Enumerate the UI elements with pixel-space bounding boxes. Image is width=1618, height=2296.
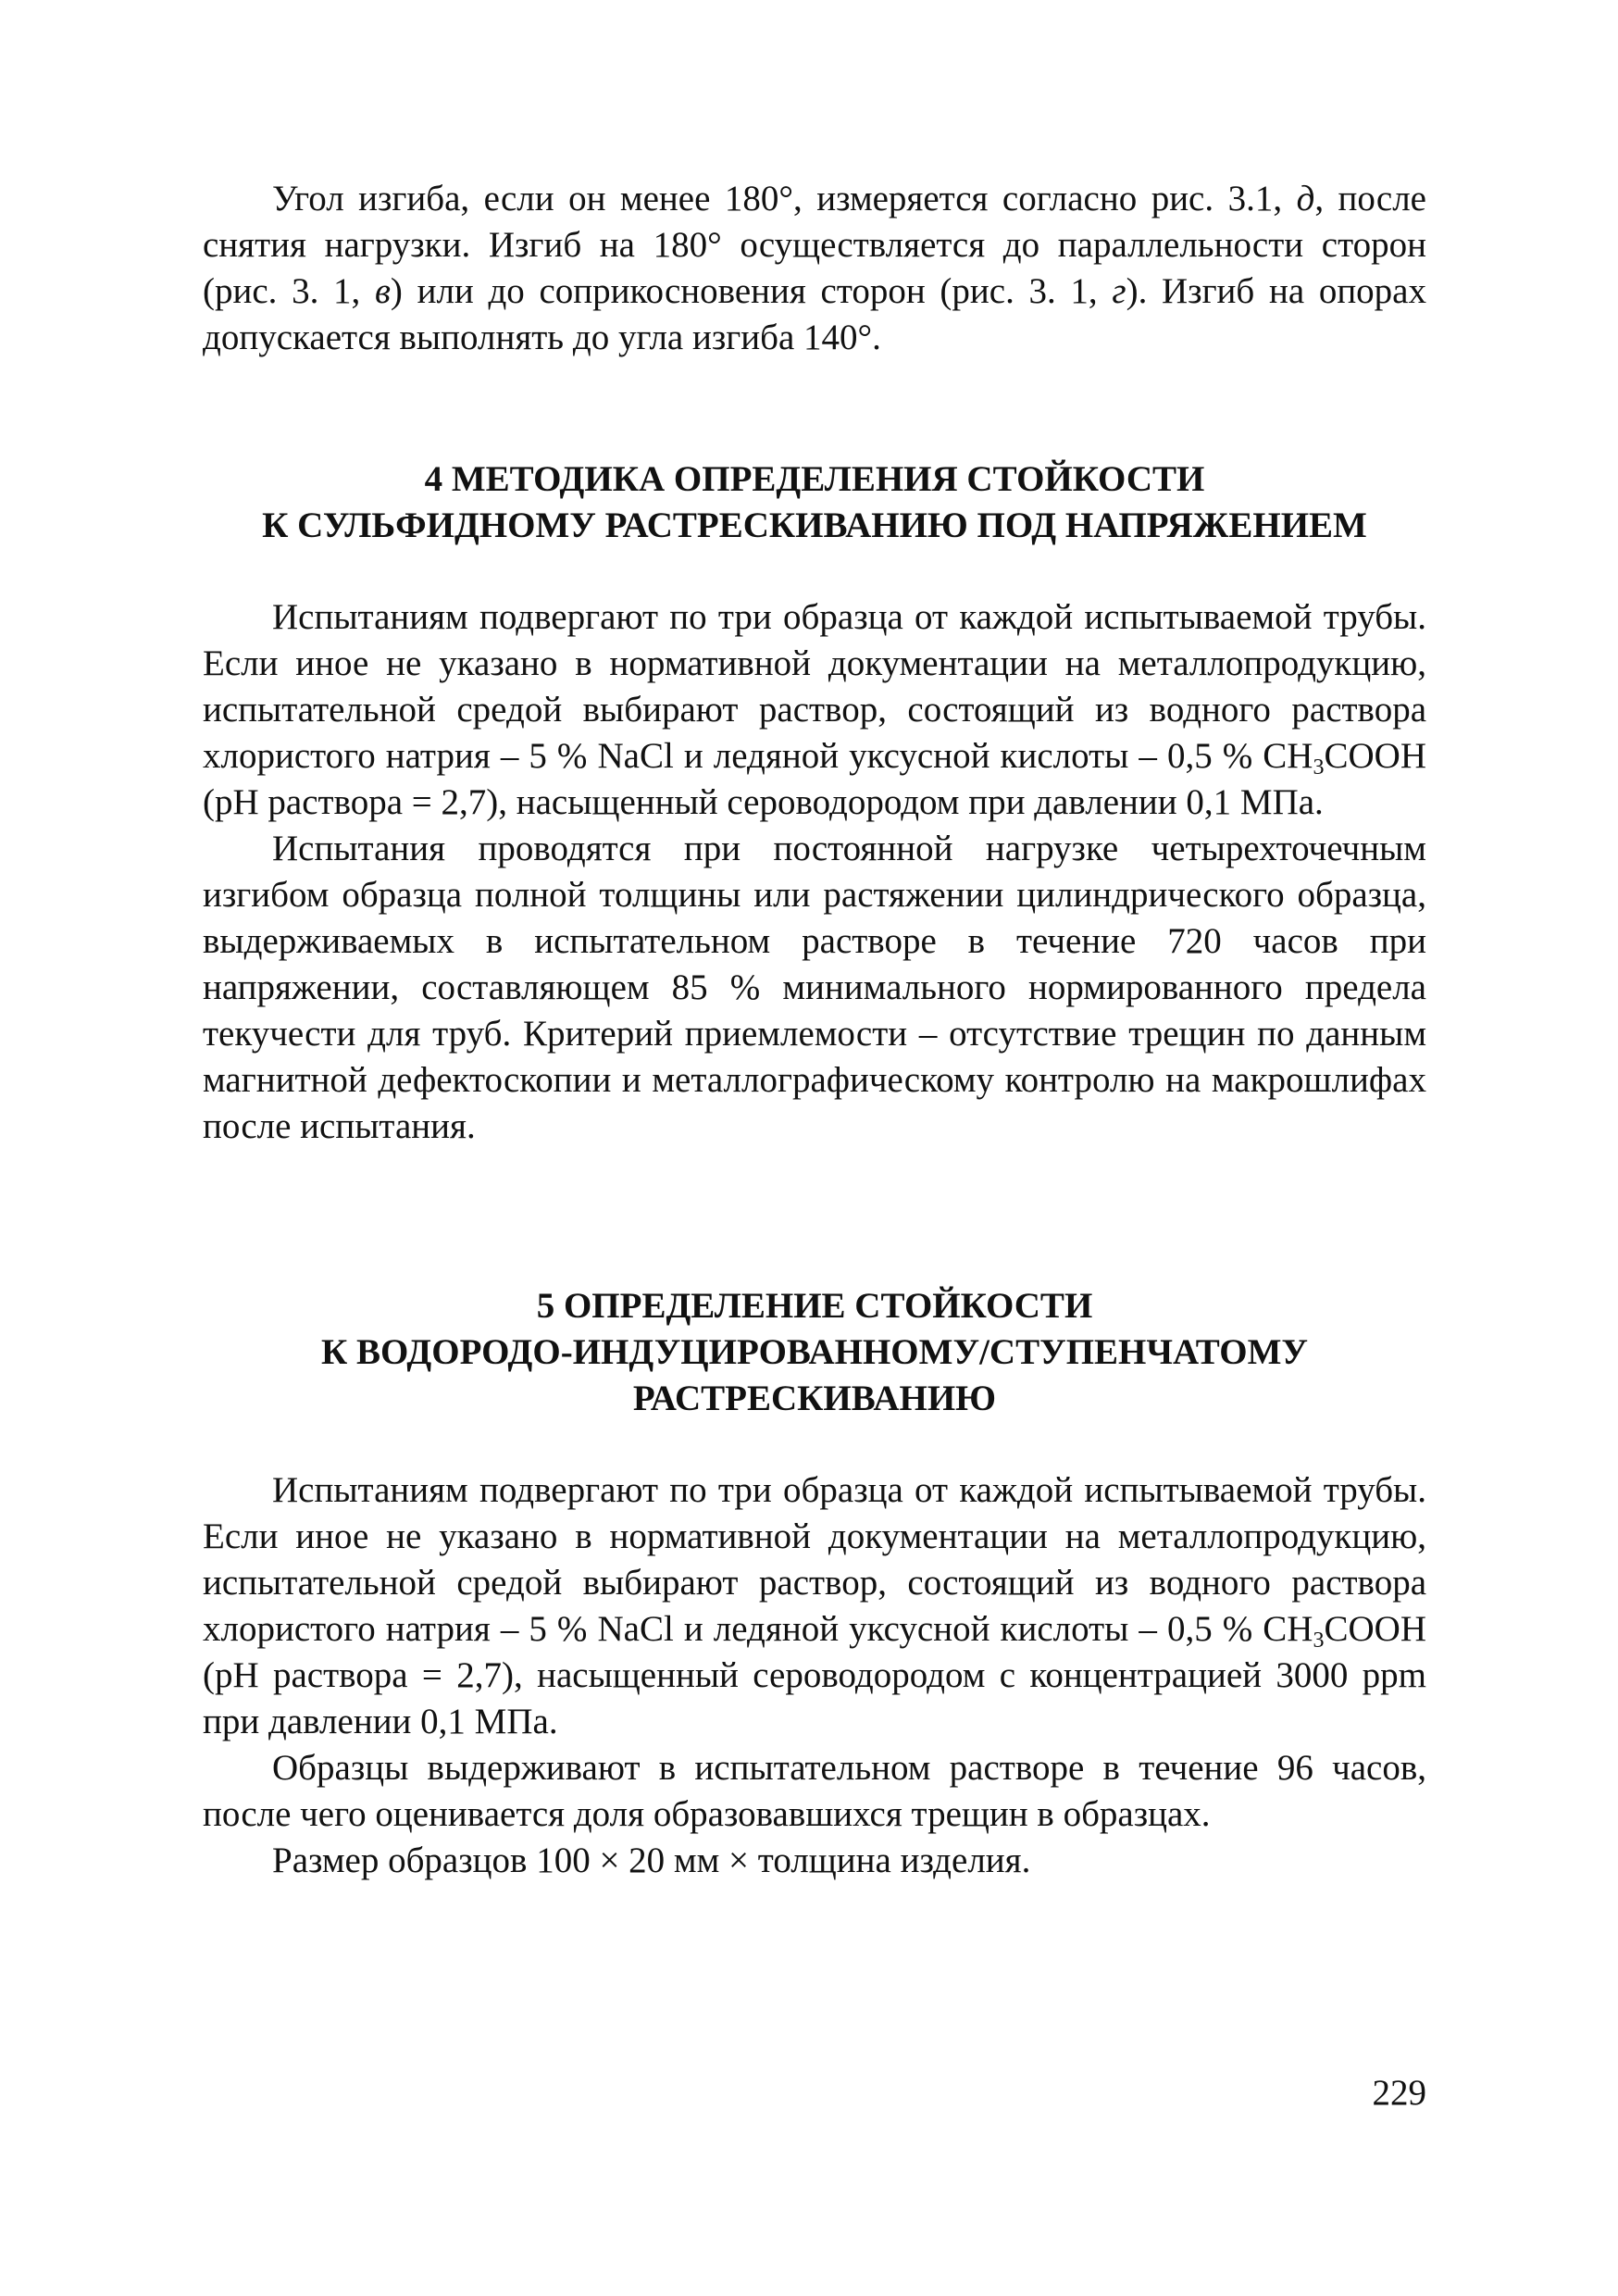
intro-paragraph: Угол изгиба, если он менее 180°, измеряется согласно рис. 3.1, д, после снятия нагрузки. Изгиб на 180° осуществляется до параллельности сторон (рис. 3. 1, в) или до соприкосновения сторон (рис. 3. 1, г). Изгиб на опорах допускается выполнять до угла изгиба 140°. [203,179,1426,357]
section-5-heading-line-2: К ВОДОРОДО-ИНДУЦИРОВАННОМУ/СТУПЕНЧАТОМУ [320,1332,1309,1372]
section-5-heading-line-3: РАСТРЕСКИВАНИЮ [632,1379,997,1418]
section-4-heading-block [203,456,1426,549]
section-4-heading-line-1: 4 МЕТОДИКА ОПРЕДЕЛЕНИЯ СТОЙКОСТИ [424,459,1205,499]
section-5-paragraph-2: Образцы выдерживают в испытательном растворе в течение 96 часов, после чего оценивается доля образовавшихся трещин в образцах. [203,1748,1426,1834]
section-4-heading-line-2: К СУЛЬФИДНОМУ РАСТРЕСКИВАНИЮ ПОД НАПРЯЖЕНИЕМ [262,505,1367,545]
section-4-heading [203,456,1426,549]
intro-block [203,176,1426,361]
section-5-body [203,1467,1426,1884]
section-5-heading-line-1: 5 ОПРЕДЕЛЕНИЕ СТОЙКОСТИ [536,1286,1093,1326]
section-5-heading-block [203,1283,1426,1422]
page-number: 229 [1372,2073,1426,2113]
section-5-paragraph-3: Размер образцов 100 × 20 мм × толщина изделия. [272,1841,1031,1880]
section-4-body [203,594,1426,1150]
section-5-paragraph-1: Испытаниям подвергают по три образца от каждой испытываемой трубы. Если иное не указано в нормативной документации на металлопродукцию, испытательной средой выбирают раствор, состоящий из водного раствора хлористого натрия – 5 % NaCl и ледяной уксусной кислоты – 0,5 % $CH_3COOH$ (pH раствора = 2,7), насыщенный сероводородом с концентрацией 3000 ppm при давлении 0,1 МПа. [203,1470,1426,1741]
section-5-heading [203,1283,1426,1422]
section-4-paragraph-2: Испытания проводятся при постоянной нагрузке четырехточечным изгибом образца полной толщины или растяжении цилиндрического образца, выдерживаемых в испытательном растворе в течение 720 часов при напряжении, составляющем 85 % минимального нормированного предела текучести для труб. Критерий приемлемости – отсутствие трещин по данным магнитной дефектоскопии и металлографическому контролю на макрошлифах после испытания. [203,829,1426,1146]
section-4-paragraph-1: Испытаниям подвергают по три образца от каждой испытываемой трубы. Если иное не указано в нормативной документации на металлопродукцию, испытательной средой выбирают раствор, состоящий из водного раствора хлористого натрия – 5 % NaCl и ледяной уксусной кислоты – 0,5 % $CH_3COOH$ (pH раствора = 2,7), насыщенный сероводородом при давлении 0,1 МПа. [203,597,1426,822]
